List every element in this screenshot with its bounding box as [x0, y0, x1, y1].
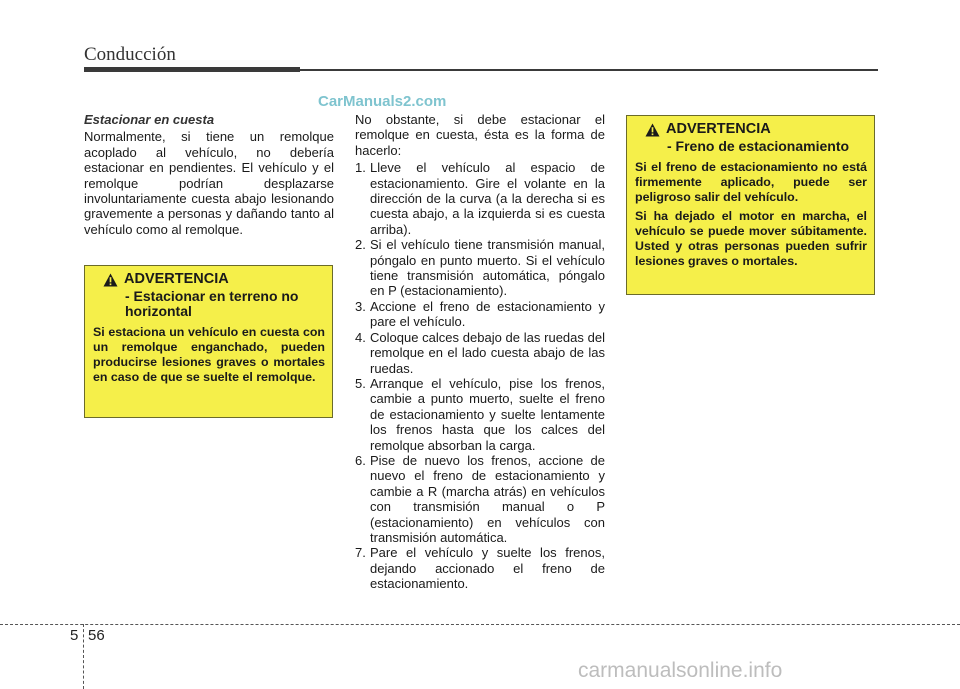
warning-subtitle: - Freno de estacionamiento [667, 138, 850, 154]
watermark-top: CarManuals2.com [318, 93, 447, 110]
list-item [355, 330, 605, 376]
step-number: 2. [355, 237, 366, 253]
watermark-bottom: carmanualsonline.info [578, 659, 783, 682]
warning-body: Si el freno de estacionamiento no está firmemente aplicado, puede ser peligroso salir del vehículo. [635, 160, 867, 204]
step-number: 3. [355, 298, 366, 314]
step-text: Pare el vehículo y suelte los frenos, dejando accionado el freno de estacionamiento. [370, 545, 605, 592]
section-heading: Estacionar en cuesta [84, 112, 215, 127]
list-item [355, 545, 605, 591]
footer-divider [0, 624, 960, 625]
list-item [355, 299, 605, 330]
warning-body: Si estaciona un vehículo en cuesta con un remolque enganchado, pueden producirse lesiones graves o mortales en caso de que se suelte el remolque. [93, 325, 325, 384]
steps-intro: No obstante, si debe estacionar el remolque en cuesta, ésta es la forma de hacerlo: [355, 112, 605, 158]
header-rule-thick [84, 67, 300, 72]
page-header-title: Conducción [84, 44, 176, 65]
warning-triangle-icon [645, 123, 660, 137]
warning-title: ADVERTENCIA [124, 271, 229, 287]
warning-box-parking-brake [626, 115, 875, 295]
list-item [355, 160, 605, 237]
step-number: 5. [355, 375, 366, 391]
step-number: 4. [355, 329, 366, 345]
step-text: Si el vehículo tiene transmisión manual, póngalo en punto muerto. Si el vehículo tiene transmisión automática, póngalo en P (estacionamiento). [370, 237, 605, 299]
step-number: 6. [355, 452, 366, 468]
warning-body: Si ha dejado el motor en marcha, el vehículo se puede mover súbitamente. Usted y otras personas pueden sufrir lesiones graves o mortales. [635, 209, 867, 268]
steps-list [355, 160, 605, 591]
intro-paragraph: Normalmente, si tiene un remolque acoplado al vehículo, no debería estacionar en pendientes. El vehículo y el remolque podrían desplazarse involuntariamente cuesta abajo lesionando gravemente a personas y dañando tanto al vehículo como al remolque. [84, 129, 334, 237]
header-rule-thin [300, 69, 878, 71]
step-number: 7. [355, 545, 366, 561]
warning-header [103, 272, 325, 287]
step-text: Arranque el vehículo, pise los frenos, cambie a punto muerto, suelte el freno de estacionamiento y suelte lentamente los frenos hasta que los calces del remolque absorban la carga. [370, 375, 605, 453]
left-column [84, 112, 334, 237]
middle-column [355, 112, 605, 592]
list-item [355, 453, 605, 545]
step-text: Pise de nuevo los frenos, accione de nuevo el freno de estacionamiento y cambie a R (marcha atrás) en vehículos con transmisión manual o P (estacionamiento) en vehículos con transmisión automática. [370, 452, 605, 545]
warning-header [645, 122, 867, 137]
footer-vertical-divider [83, 624, 84, 689]
warning-title: ADVERTENCIA [666, 121, 771, 137]
warning-triangle-icon [103, 273, 118, 287]
step-number: 1. [355, 160, 366, 176]
list-item [355, 237, 605, 299]
list-item [355, 376, 605, 453]
step-text: Coloque calces debajo de las ruedas del remolque en el lado cuesta abajo de las ruedas. [370, 329, 605, 376]
warning-subtitle: - Estacionar en terreno no horizontal [125, 288, 299, 319]
chapter-number: 5 [70, 627, 79, 644]
page-number: 56 [88, 627, 105, 644]
step-text: Accione el freno de estacionamiento y pare el vehículo. [370, 298, 605, 330]
warning-box-incline [84, 265, 333, 418]
step-text: Lleve el vehículo al espacio de estacionamiento. Gire el volante en la dirección de la curva (a la derecha si es cuesta abajo, a la izquierda si es cuesta arriba). [370, 160, 605, 237]
